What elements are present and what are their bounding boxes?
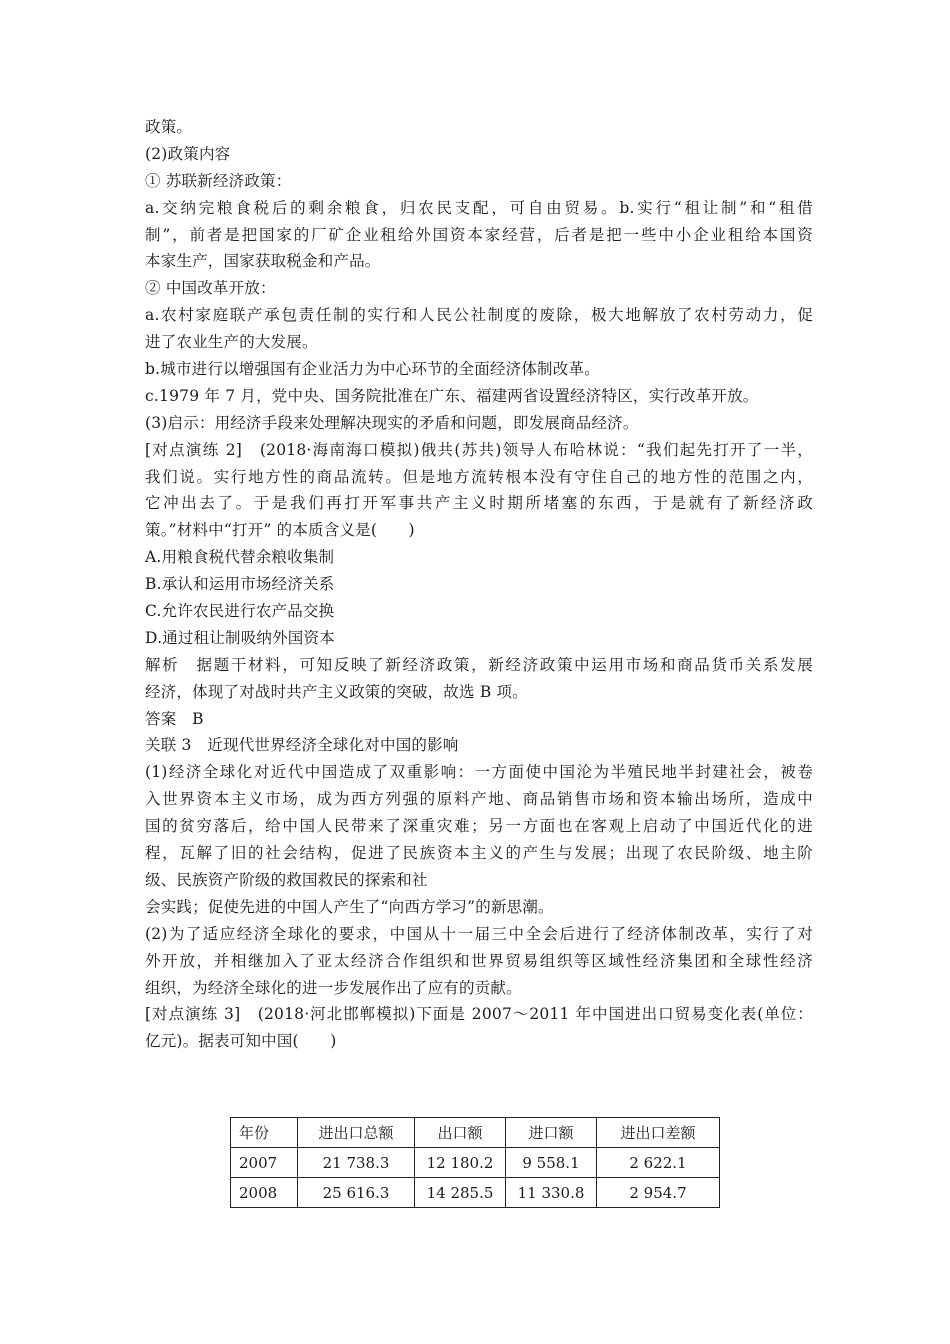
subsection-heading: ② 中国改革开放：: [145, 279, 276, 298]
table-header-cell: 进口额: [506, 1118, 597, 1148]
table-cell: 12 180.2: [415, 1148, 506, 1178]
text-line: 级、民族资产阶级的救国救民的探索和社: [145, 870, 428, 889]
table-header-cell: 进出口总额: [298, 1118, 415, 1148]
text-line: c.1979 年 7 月，党中央、国务院批准在广东、福建两省设置经济特区，实行改革开放。: [145, 386, 759, 405]
analysis-text: 经济，体现了对战时共产主义政策的突破，故选 B 项。: [145, 682, 528, 701]
table-cell: 2007: [231, 1148, 298, 1178]
table-header-row: [231, 1118, 720, 1148]
option-d: D.通过租让制吸纳外国资本: [145, 628, 335, 647]
table-cell: 9 558.1: [506, 1148, 597, 1178]
option-a: A.用粮食税代替余粮收集制: [145, 548, 335, 567]
text-line: 本家生产，国家获取税金和产品。: [145, 252, 381, 271]
text-line: 入世界资本主义市场，成为西方列强的原料产地、商品销售市场和资本输出场所，造成中: [145, 790, 813, 809]
question-stem: 亿元)。据表可知中国( ): [145, 1032, 337, 1051]
table-cell: 2 622.1: [597, 1148, 720, 1178]
table-cell: 25 616.3: [298, 1178, 415, 1208]
document-body: [145, 114, 813, 1055]
text-line: 程，瓦解了旧的社会结构，促进了民族资本主义的产生与发展；出现了农民阶级、地主阶: [145, 844, 813, 863]
text-line: 会实践；促使先进的中国人产生了“向西方学习”的新思潮。: [145, 897, 554, 916]
table-row: [231, 1148, 720, 1178]
text-line: b.城市进行以增强国有企业活力为中心环节的全面经济体制改革。: [145, 360, 600, 379]
table-cell: 14 285.5: [415, 1178, 506, 1208]
table-header-cell: 年份: [231, 1118, 298, 1148]
text-line: a.交纳完粮食税后的剩余粮食，归农民支配，可自由贸易。b.实行“租让制”和“租借: [145, 198, 813, 217]
text-line: (3)启示：用经济手段来处理解决现实的矛盾和问题，即发展商品经济。: [145, 413, 639, 432]
answer-text: 答案 B: [145, 709, 204, 728]
text-line: 政策。: [145, 118, 193, 136]
analysis-text: 解析 据题干材料，可知反映了新经济政策，新经济政策中运用市场和商品货币关系发展: [145, 655, 813, 674]
text-line: a.农村家庭联产承包责任制的实行和人民公社制度的废除，极大地解放了农村劳动力，促: [145, 306, 813, 325]
table-cell: 21 738.3: [298, 1148, 415, 1178]
section-heading: (2)政策内容: [145, 144, 231, 163]
table-header-cell: 出口额: [415, 1118, 506, 1148]
table-cell: 2008: [231, 1178, 298, 1208]
question-stem: [对点演练 2] (2018·海南海口模拟)俄共(苏共)领导人布哈林说：“我们起先打开了一半，: [145, 440, 813, 459]
text-line: 国的贫穷落后，给中国人民带来了深重灾难；另一方面也在客观上启动了中国近代化的进: [145, 817, 813, 836]
text-line: 组织，为经济全球化的进一步发展作出了应有的贡献。: [145, 978, 522, 997]
text-line: 外开放，并相继加入了亚太经济合作组织和世界贸易组织等区域性经济集团和全球性经济: [145, 951, 813, 970]
question-stem: 它冲出去了。于是我们再打开军事共产主义时期所堵塞的东西，于是就有了新经济政: [145, 494, 813, 513]
option-c: C.允许农民进行农产品交换: [145, 602, 335, 621]
text-line: 制”，前者是把国家的厂矿企业租给外国资本家经营，后者是把一些中小企业租给本国资: [145, 225, 813, 244]
text-line: 进了农业生产的大发展。: [145, 333, 318, 352]
question-stem: [对点演练 3] (2018·河北邯郸模拟)下面是 2007～2011 年中国进出口贸易变化表(单位：: [145, 1005, 813, 1024]
trade-table: [230, 1117, 720, 1208]
text-line: (2)为了适应经济全球化的要求，中国从十一届三中全会后进行了经济体制改革，实行了对: [145, 924, 813, 943]
option-b: B.承认和运用市场经济关系: [145, 575, 335, 594]
question-stem: 我们说。实行地方性的商品流转。但是地方流转根本没有守住自己的地方性的范围之内，: [145, 467, 813, 486]
section-heading: 关联 3 近现代世界经济全球化对中国的影响: [145, 736, 459, 755]
table-header-cell: 进出口差额: [597, 1118, 720, 1148]
table-row: [231, 1178, 720, 1208]
table-cell: 2 954.7: [597, 1178, 720, 1208]
subsection-heading: ① 苏联新经济政策：: [145, 171, 292, 190]
text-line: (1)经济全球化对近代中国造成了双重影响：一方面使中国沦为半殖民地半封建社会，被卷: [145, 763, 813, 782]
question-stem: 策。”材料中“打开” 的本质含义是( ): [145, 521, 415, 540]
table-cell: 11 330.8: [506, 1178, 597, 1208]
